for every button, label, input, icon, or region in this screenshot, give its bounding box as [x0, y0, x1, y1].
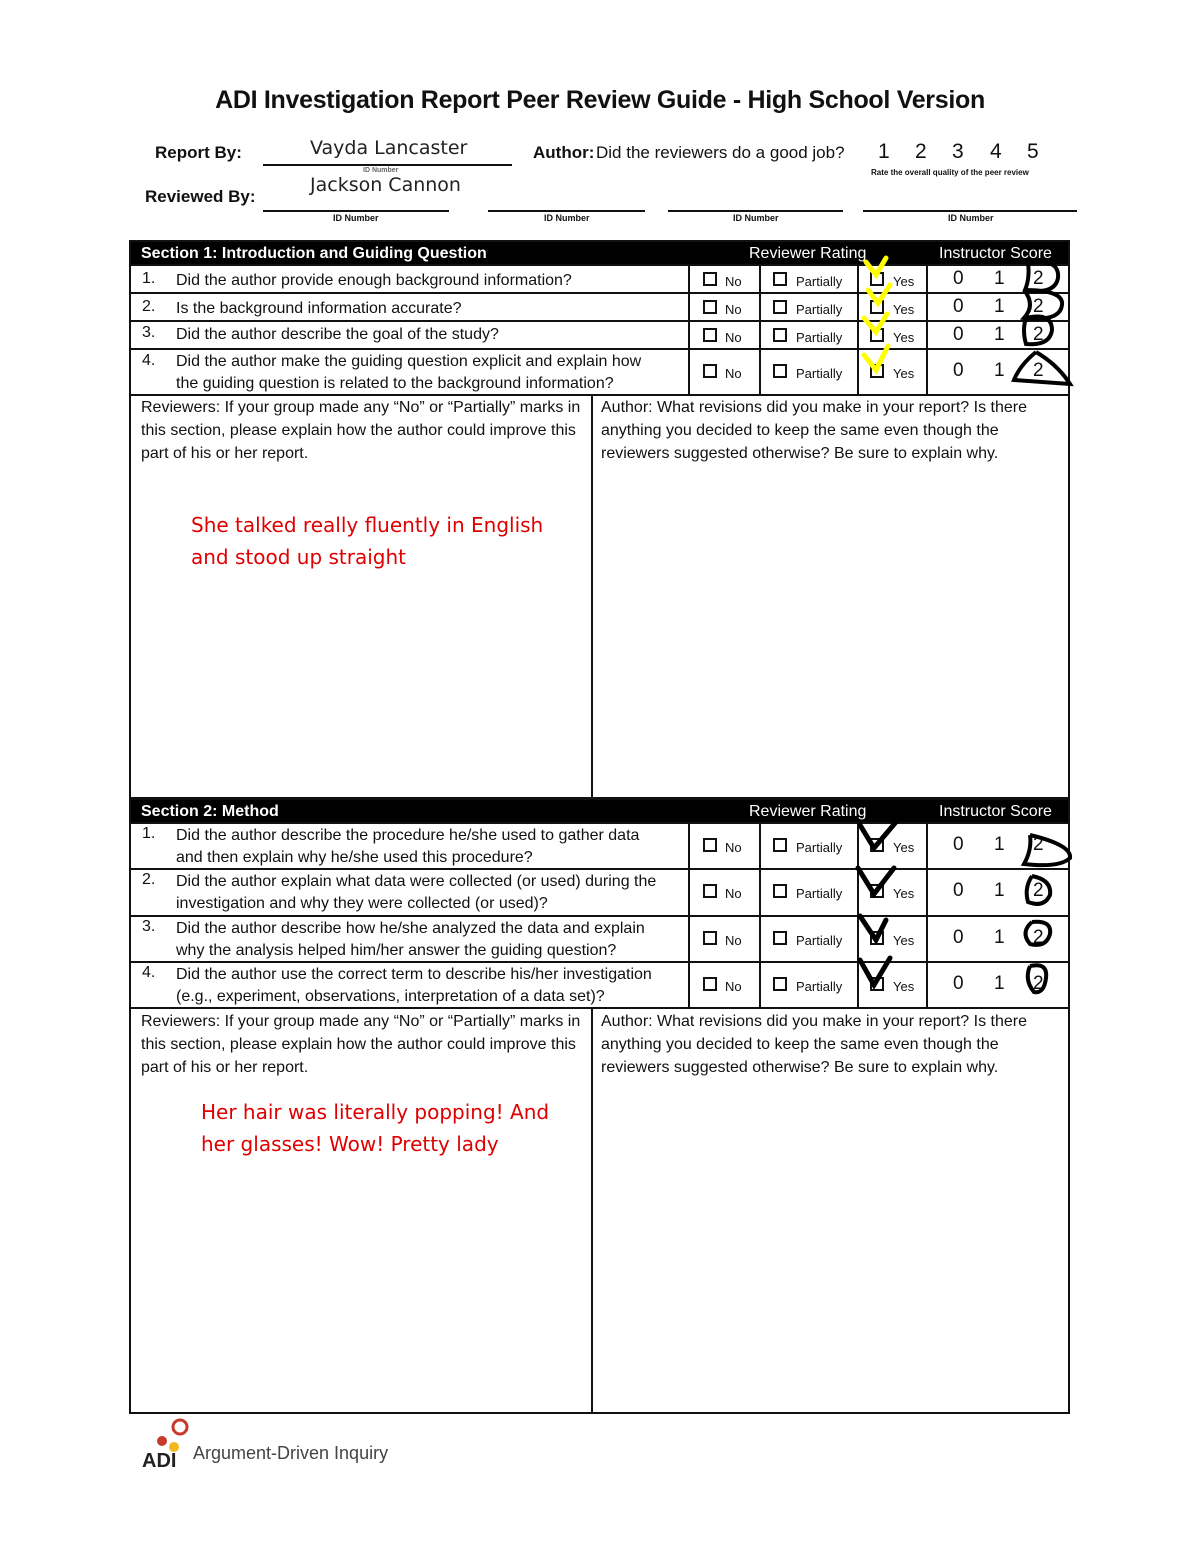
yes-label: Yes: [893, 979, 915, 994]
score-option-0[interactable]: 0: [953, 834, 964, 855]
no-label: No: [725, 302, 742, 317]
score-option-1[interactable]: 1: [994, 296, 1005, 317]
yes-checkbox[interactable]: [870, 364, 884, 378]
no-checkbox[interactable]: [703, 977, 717, 991]
column-divider: [759, 822, 761, 1007]
yes-label: Yes: [893, 840, 915, 855]
score-option-1[interactable]: 1: [994, 324, 1005, 345]
yes-checkbox[interactable]: [870, 328, 884, 342]
comment-divider: [591, 1007, 593, 1414]
column-divider: [926, 264, 928, 394]
partially-checkbox[interactable]: [773, 364, 787, 378]
comment-divider: [591, 394, 593, 799]
gear-icon: [140, 1417, 192, 1471]
column-divider: [688, 264, 690, 394]
score-option-1[interactable]: 1: [994, 834, 1005, 855]
section-2-header: [131, 800, 1068, 824]
logo-name: Argument-Driven Inquiry: [193, 1443, 389, 1463]
report-by-label: Report By:: [155, 143, 242, 162]
question-number: 2.: [142, 871, 156, 888]
score-option-0[interactable]: 0: [953, 927, 964, 948]
rating-option-4[interactable]: 4: [990, 140, 1002, 163]
yes-checkbox[interactable]: [870, 931, 884, 945]
score-option-0[interactable]: 0: [953, 360, 964, 381]
yes-label: Yes: [893, 274, 915, 289]
partially-checkbox[interactable]: [773, 931, 787, 945]
question-text: Is the background information accurate?: [176, 300, 462, 317]
no-checkbox[interactable]: [703, 272, 717, 286]
partially-label: Partially: [796, 302, 843, 317]
column-divider: [759, 264, 761, 394]
score-option-1[interactable]: 1: [994, 973, 1005, 994]
question-number: 3.: [142, 324, 156, 341]
partially-label: Partially: [796, 274, 843, 289]
question-text: Did the author describe the procedure he/she used to gather data and then explain why he/she used this procedure?: [176, 827, 640, 866]
section-title: Section 2: Method: [141, 803, 279, 820]
question-number: 4.: [142, 964, 156, 981]
section-1-header: [131, 242, 1068, 266]
question-text: Did the author provide enough background information?: [176, 272, 572, 289]
partially-checkbox[interactable]: [773, 300, 787, 314]
column-divider: [926, 822, 928, 1007]
reviewed-by-label: Reviewed By:: [145, 187, 256, 206]
author-prompt: Author: What revisions did you make in your report? Is there anything you decided to keep the same even though the reviewers suggested otherwise? Be sure to explain why.: [601, 1013, 1027, 1076]
question-number: 1.: [142, 825, 156, 842]
no-checkbox[interactable]: [703, 884, 717, 898]
id-number-label: ID Number: [948, 213, 994, 223]
section-2-table: [129, 798, 1070, 1414]
question-number: 1.: [142, 270, 156, 287]
partially-checkbox[interactable]: [773, 838, 787, 852]
question-text: Did the author describe the goal of the study?: [176, 326, 499, 343]
section-1-table: [129, 240, 1070, 799]
no-label: No: [725, 274, 742, 289]
score-option-2[interactable]: 2: [1033, 296, 1044, 317]
score-option-0[interactable]: 0: [953, 296, 964, 317]
no-checkbox[interactable]: [703, 931, 717, 945]
no-label: No: [725, 330, 742, 345]
id-number-label: ID Number: [733, 213, 779, 223]
rating-option-2[interactable]: 2: [915, 140, 927, 163]
reviewer-comment[interactable]: She talked really fluently in English and stood up straight: [191, 513, 544, 569]
reviewer-line-4: [863, 210, 1077, 212]
no-label: No: [725, 979, 742, 994]
partially-label: Partially: [796, 933, 843, 948]
score-option-2[interactable]: 2: [1033, 973, 1044, 994]
no-label: No: [725, 840, 742, 855]
question-text: Did the author describe how he/she analyzed the data and explain why the analysis helped him/her answer the guiding question?: [176, 920, 645, 959]
question-number: 3.: [142, 918, 156, 935]
no-checkbox[interactable]: [703, 300, 717, 314]
score-option-0[interactable]: 0: [953, 268, 964, 289]
partially-checkbox[interactable]: [773, 884, 787, 898]
yes-checkbox[interactable]: [870, 884, 884, 898]
instructor-score-label: Instructor Score: [939, 803, 1052, 820]
rating-option-3[interactable]: 3: [952, 140, 964, 163]
yes-label: Yes: [893, 933, 915, 948]
column-divider: [857, 822, 859, 1007]
partially-label: Partially: [796, 840, 843, 855]
rating-option-5[interactable]: 5: [1027, 140, 1039, 163]
section-title: Section 1: Introduction and Guiding Question: [141, 245, 487, 262]
no-checkbox[interactable]: [703, 328, 717, 342]
reviewers-prompt: Reviewers: If your group made any “No” or “Partially” marks in this section, please explain how the author could improve this part of his or her report.: [141, 399, 581, 462]
no-label: No: [725, 886, 742, 901]
score-option-1[interactable]: 1: [994, 268, 1005, 289]
report-by-line: [263, 164, 512, 166]
yes-checkbox[interactable]: [870, 838, 884, 852]
yes-label: Yes: [893, 330, 915, 345]
partially-checkbox[interactable]: [773, 272, 787, 286]
question-text: Did the author make the guiding question explicit and explain how the guiding question is related to the background information?: [176, 353, 642, 392]
yes-checkbox[interactable]: [870, 977, 884, 991]
question-text: Did the author explain what data were collected (or used) during the investigation and why they were collected (or used)?: [176, 873, 657, 912]
id-number-label: ID Number: [544, 213, 590, 223]
id-number-label: ID Number: [333, 213, 379, 223]
yes-label: Yes: [893, 302, 915, 317]
score-option-2[interactable]: 2: [1033, 927, 1044, 948]
column-divider: [688, 822, 690, 1007]
yes-label: Yes: [893, 886, 915, 901]
score-option-2[interactable]: 2: [1033, 268, 1044, 289]
yes-checkbox[interactable]: [870, 300, 884, 314]
rating-caption: Rate the overall quality of the peer review: [871, 168, 1029, 177]
page-title: ADI Investigation Report Peer Review Guide - High School Version: [215, 86, 985, 114]
author-prompt: Author: What revisions did you make in your report? Is there anything you decided to keep the same even though the reviewers suggested otherwise? Be sure to explain why.: [601, 399, 1027, 462]
partially-label: Partially: [796, 886, 843, 901]
report-by-name[interactable]: Vayda Lancaster: [310, 137, 468, 159]
reviewer-line-1: [263, 210, 449, 212]
score-option-1[interactable]: 1: [994, 880, 1005, 901]
partially-label: Partially: [796, 330, 843, 345]
reviewer-rating-label: Reviewer Rating: [749, 803, 867, 820]
score-option-1[interactable]: 1: [994, 927, 1005, 948]
yes-label: Yes: [893, 366, 915, 381]
reviewer-comment[interactable]: Her hair was literally popping! And her glasses! Wow! Pretty lady: [201, 1100, 550, 1156]
question-number: 2.: [142, 298, 156, 315]
score-option-2[interactable]: 2: [1033, 360, 1044, 381]
no-label: No: [725, 933, 742, 948]
author-question: Did the reviewers do a good job?: [596, 143, 845, 162]
score-option-0[interactable]: 0: [953, 973, 964, 994]
score-option-0[interactable]: 0: [953, 880, 964, 901]
yes-checkbox[interactable]: [870, 272, 884, 286]
id-number-label-faint: ID Number: [363, 167, 399, 174]
partially-checkbox[interactable]: [773, 977, 787, 991]
score-option-2[interactable]: 2: [1033, 834, 1044, 855]
partially-label: Partially: [796, 366, 843, 381]
no-label: No: [725, 366, 742, 381]
partially-label: Partially: [796, 979, 843, 994]
logo-mark: ADI: [142, 1450, 177, 1471]
score-option-2[interactable]: 2: [1033, 880, 1044, 901]
no-checkbox[interactable]: [703, 364, 717, 378]
reviewer-rating-label: Reviewer Rating: [749, 245, 867, 262]
question-text: Did the author use the correct term to describe his/her investigation (e.g., experiment, observations, interpretation of a data set)?: [176, 966, 652, 1005]
score-option-1[interactable]: 1: [994, 360, 1005, 381]
reviewers-prompt: Reviewers: If your group made any “No” or “Partially” marks in this section, please explain how the author could improve this part of his or her report.: [141, 1013, 581, 1076]
partially-checkbox[interactable]: [773, 328, 787, 342]
rating-option-1[interactable]: 1: [878, 140, 890, 163]
author-label: Author:: [533, 143, 595, 162]
question-number: 4.: [142, 352, 156, 369]
reviewed-by-name[interactable]: Jackson Cannon: [310, 174, 461, 196]
column-divider: [857, 264, 859, 394]
score-option-2[interactable]: 2: [1033, 324, 1044, 345]
score-option-0[interactable]: 0: [953, 324, 964, 345]
instructor-score-label: Instructor Score: [939, 245, 1052, 262]
reviewer-line-3: [668, 210, 843, 212]
no-checkbox[interactable]: [703, 838, 717, 852]
reviewer-line-2: [488, 210, 645, 212]
